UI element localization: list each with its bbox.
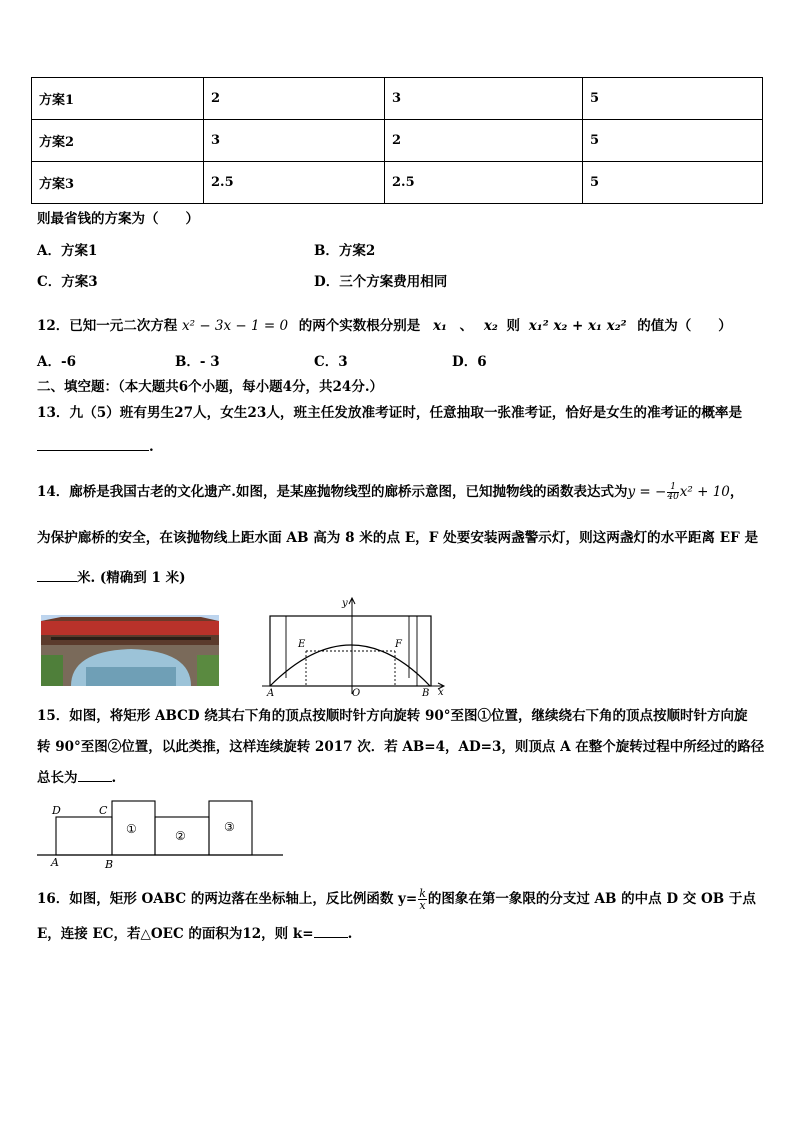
parabola-bridge-diagram — [262, 594, 452, 697]
vertex-label-b: B — [105, 858, 114, 871]
q12-option-c: C．3 — [314, 354, 348, 370]
table-row — [32, 162, 763, 204]
q14-line3-tail: 米. (精确到 1 米) — [77, 570, 186, 586]
q15-line2: 转 90°至图②位置，以此类推，这样连续旋转 2017 次．若 AB=4，AD=3，则顶点 A 在整个旋转过程中所经过的路径 — [37, 739, 765, 755]
table-cell: 2 — [204, 78, 385, 120]
point-label-f: F — [395, 639, 402, 650]
option-a: A．方案1 — [37, 243, 98, 259]
fraction-numerator: 1 — [667, 483, 678, 493]
table-row — [32, 78, 763, 120]
table-cell: 3 — [385, 78, 583, 120]
q13-line1: 13．九（5）班有男生27人，女生23人，班主任发放准考证时，任意抽取一张准考证，恰好是女生的准考证的概率是 — [37, 405, 743, 421]
q15-line3 — [37, 769, 116, 787]
table-cell: 3 — [204, 120, 385, 162]
rectangle-abcd — [56, 817, 112, 855]
q15-line3-text: 总长为 — [37, 770, 78, 786]
table-row — [32, 120, 763, 162]
axis-label-x: x — [438, 687, 444, 697]
table-cell: 2.5 — [204, 162, 385, 204]
q14-line3 — [37, 566, 185, 586]
q12-x2: x₂ — [483, 318, 498, 334]
q14-formula-fraction — [667, 483, 678, 502]
q12-sep: 、 — [459, 318, 474, 334]
circle-label-2: ② — [175, 829, 186, 843]
table-cell: 5 — [583, 162, 763, 204]
table-cell: 方案2 — [32, 120, 204, 162]
table-cell: 方案3 — [32, 162, 204, 204]
q16-line2-tail: . — [347, 926, 353, 942]
vertex-label-d: D — [52, 804, 61, 817]
q12-equation: x² − 3x − 1 = 0 — [182, 318, 289, 334]
table-cell: 2.5 — [385, 162, 583, 204]
table-cell: 5 — [583, 78, 763, 120]
vertex-label-a: A — [51, 856, 59, 869]
q15-line1: 15．如图，将矩形 ABCD 绕其右下角的顶点按顺时针方向旋转 90°至图①位置，继续绕右下角的顶点按顺时针方向旋 — [37, 708, 748, 724]
option-d: D．三个方案费用相同 — [314, 274, 448, 290]
q12-option-d: D．6 — [452, 354, 487, 370]
answer-blank — [37, 450, 149, 451]
circle-label-1: ① — [126, 822, 137, 836]
bridge-photo-icon — [41, 615, 219, 686]
circle-label-3: ③ — [224, 820, 235, 834]
vertex-label-c: C — [99, 804, 108, 817]
table-cell: 2 — [385, 120, 583, 162]
option-b: B．方案2 — [314, 243, 376, 259]
q15-line3-tail: . — [111, 770, 117, 786]
point-label-e: E — [298, 639, 306, 650]
q16-line2-text: E，连接 EC，若△OEC 的面积为12，则 k= — [37, 926, 314, 942]
q12-mid: 的两个实数根分别是 — [298, 318, 421, 334]
q13-tail: . — [149, 439, 154, 455]
q12-prefix: 12．已知一元二次方程 — [37, 318, 178, 334]
q16-line1-a: 16．如图，矩形 OABC 的两边落在坐标轴上，反比例函数 y= — [37, 891, 418, 907]
q16-line1-b: 的图象在第一象限的分支过 AB 的中点 D 交 OB 于点 — [427, 891, 756, 907]
point-label-o: O — [352, 688, 361, 697]
scheme-table — [31, 77, 763, 204]
answer-blank — [78, 781, 112, 782]
q12-option-b: B．- 3 — [175, 354, 220, 370]
q13-answer-line — [37, 436, 154, 455]
q16-line2 — [37, 925, 352, 943]
table-cell: 5 — [583, 120, 763, 162]
option-c: C．方案3 — [37, 274, 98, 290]
q16-fraction — [418, 888, 427, 911]
answer-blank — [314, 937, 348, 938]
q12-x1: x₁ — [433, 318, 447, 334]
answer-blank — [37, 581, 77, 582]
q12-suffix: 的值为（ ） — [637, 318, 732, 334]
q14-text: 14．廊桥是我国古老的文化遗产.如图，是某座抛物线型的廊桥示意图，已知抛物线的函数表达式为 — [37, 484, 628, 500]
q14-line2: 为保护廊桥的安全，在该抛物线上距水面 AB 高为 8 米的点 E，F 处要安装两盏警示灯，则这两盏灯的水平距离 EF 是 — [37, 530, 759, 546]
q14-line1 — [37, 483, 743, 502]
q11-stem: 则最省钱的方案为（ ） — [37, 211, 199, 227]
table-cell: 方案1 — [32, 78, 204, 120]
q12-expression: x₁² x₂ + x₁ x₂² — [528, 318, 627, 334]
rotation-diagram — [37, 797, 285, 873]
q16-line1 — [37, 888, 756, 911]
fraction-denominator: x — [419, 899, 426, 912]
fraction-numerator: k — [419, 887, 426, 900]
axis-label-y: y — [342, 598, 348, 609]
q14-formula-lhs: y = − — [627, 484, 667, 500]
point-label-b: B — [422, 688, 430, 697]
q12-option-a: A．-6 — [37, 354, 76, 370]
fraction-denominator: 40 — [667, 492, 679, 502]
q14-formula-rhs: x² + 10 — [679, 484, 730, 500]
q12-stem — [37, 317, 732, 335]
q14-formula-end: ， — [729, 484, 744, 500]
q12-then: 则 — [506, 318, 521, 334]
section-heading: 二、填空题：（本大题共6个小题，每小题4分，共24分.） — [37, 379, 384, 395]
point-label-a: A — [267, 688, 275, 697]
